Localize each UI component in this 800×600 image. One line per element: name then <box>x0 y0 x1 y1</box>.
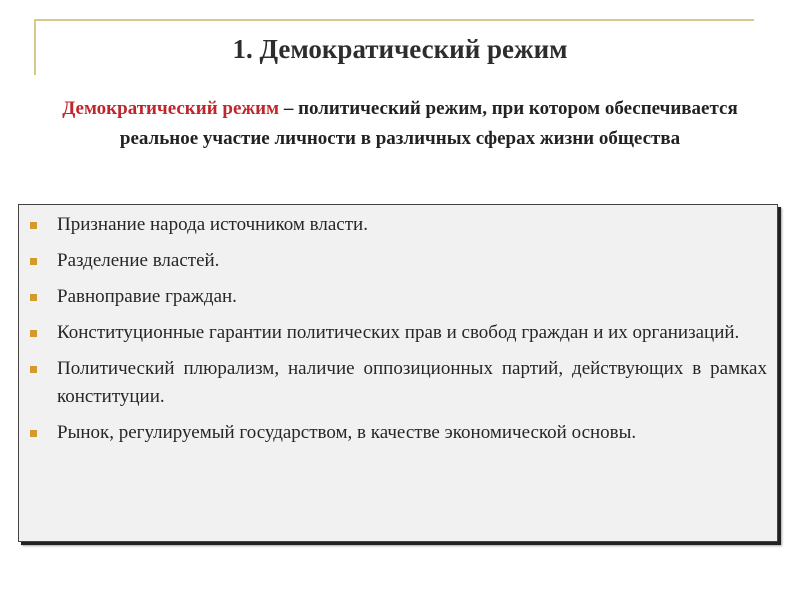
list-item: Равноправие граждан. <box>57 283 767 311</box>
square-bullet-icon <box>30 366 37 373</box>
list-item: Рынок, регулируемый государством, в качестве экономической основы. <box>57 419 767 447</box>
square-bullet-icon <box>30 222 37 229</box>
list-item: Признание народа источником власти. <box>57 211 767 239</box>
list-item: Разделение властей. <box>57 247 767 275</box>
definition-paragraph <box>40 94 760 154</box>
list-item: Политический плюрализм, наличие оппозиционных партий, действующих в рамках конституции. <box>57 355 767 411</box>
square-bullet-icon <box>30 294 37 301</box>
features-list <box>19 205 777 447</box>
square-bullet-icon <box>30 430 37 437</box>
list-item: Конституционные гарантии политических прав и свобод граждан и их организаций. <box>57 319 767 347</box>
decorative-top-line <box>34 19 754 21</box>
definition-term: Демократический режим <box>62 98 280 119</box>
definition-text: – политический режим, при котором обеспечивается реальное участие личности в различных сферах жизни общества <box>119 98 738 149</box>
square-bullet-icon <box>30 258 37 265</box>
slide-title: 1. Демократический режим <box>232 34 568 64</box>
square-bullet-icon <box>30 330 37 337</box>
features-box <box>18 204 778 542</box>
